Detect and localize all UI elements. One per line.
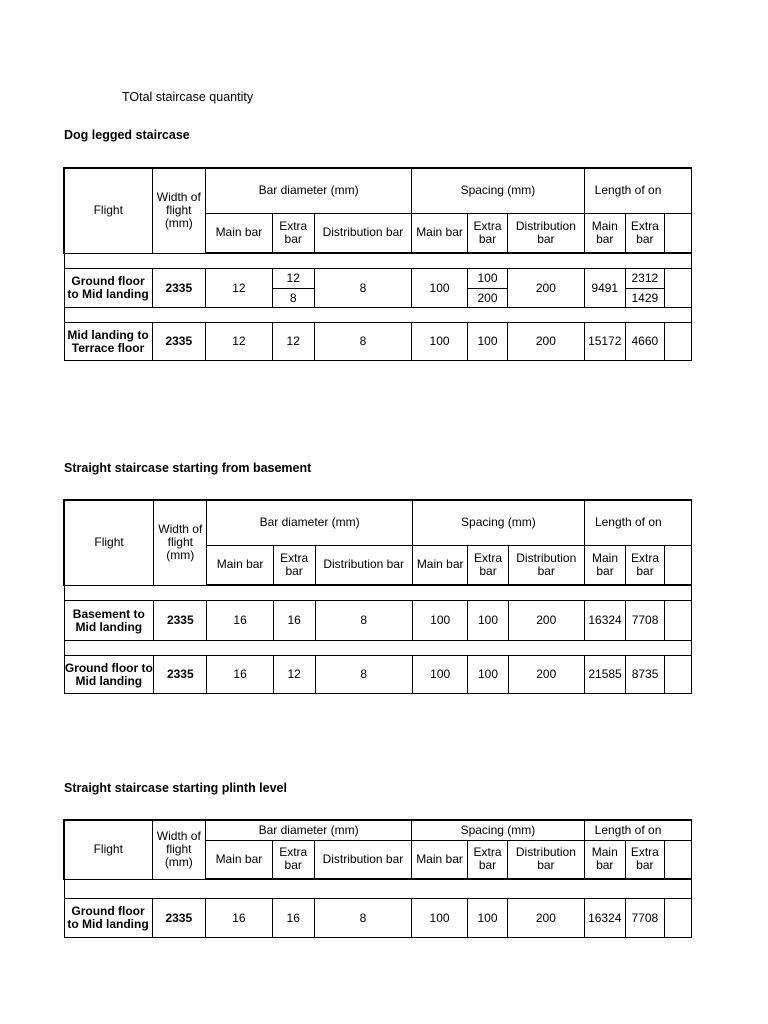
header-flight: Flight [64,500,154,585]
header-spacing-main-bar: Main bar [412,213,468,253]
cell-flight: Ground floor to Mid landing [64,269,152,308]
header-bar-diameter: Bar diameter (mm) [206,168,412,213]
cell-len-extra: 4660 [625,323,664,361]
cell-bd-main: 16 [206,899,273,938]
cell-flight: Ground floor to Mid landing [64,656,154,694]
cell-len-extra: 2312 [625,269,664,289]
cell-len-main: 15172 [584,323,625,361]
cell-sp-dist: 200 [508,601,584,641]
cell-width: 2335 [152,899,206,938]
cell-bd-extra: 12 [272,323,314,361]
header-length-main-bar: Main bar [584,840,625,879]
cell-width: 2335 [154,656,207,694]
header-main-bar: Main bar [207,545,273,585]
cell-sp-main: 100 [412,601,468,641]
header-spacing-extra-bar: Extra bar [468,545,508,585]
header-main-bar: Main bar [206,840,273,879]
header-length-extra-bar: Extra bar [625,840,664,879]
header-bar-diameter: Bar diameter (mm) [206,820,412,840]
table-straight-plinth [63,819,692,938]
cell-sp-dist: 200 [508,899,585,938]
header-spacing: Spacing (mm) [412,168,584,213]
section-title-straight-basement: Straight staircase starting from basement [64,461,312,475]
section-title-straight-plinth: Straight staircase starting plinth level [64,781,287,795]
header-length: Length of on [584,820,691,840]
cell-len-main: 16324 [584,899,625,938]
cell-bd-dist: 8 [315,601,412,641]
cell-len-main: 16324 [584,601,625,641]
header-extra-bar: Extra bar [272,840,314,879]
header-length: Length of on [584,500,691,545]
cell-len-main: 21585 [584,656,625,694]
cell-flight: Ground floor to Mid landing [64,899,152,938]
cell-sp-main: 100 [412,656,468,694]
header-bar-diameter: Bar diameter (mm) [207,500,412,545]
cell-sp-main: 100 [412,269,468,308]
cell-sp-dist: 200 [508,269,585,308]
cell-sp-extra: 100 [467,899,507,938]
header-extra-bar: Extra bar [272,213,314,253]
header-main-bar: Main bar [206,213,273,253]
cell-len-extra: 7708 [625,899,664,938]
cell-len-extra: 7708 [626,601,665,641]
cell-sp-extra: 100 [467,323,507,361]
header-width: Width of flight (mm) [154,500,207,585]
header-distribution-bar: Distribution bar [314,840,411,879]
table-row [64,601,692,641]
header-width: Width of flight (mm) [152,168,206,253]
cell-bd-extra: 12 [273,656,315,694]
cell-bd-extra: 12 [272,269,314,289]
table-row [64,899,692,938]
header-length-extra-bar: Extra bar [626,545,665,585]
cell-sp-extra: 100 [468,656,508,694]
cell-sp-main: 100 [412,323,468,361]
cell-bd-extra: 8 [272,289,314,308]
cell-flight: Mid landing to Terrace floor [64,323,152,361]
header-spacing-extra-bar: Extra bar [467,213,507,253]
page-title: TOtal staircase quantity [122,90,254,104]
cell-width: 2335 [152,323,206,361]
header-spacing-distribution-bar: Distribution bar [508,840,585,879]
header-spacing-extra-bar: Extra bar [467,840,507,879]
table-straight-basement [63,499,692,694]
cell-width: 2335 [152,269,206,308]
header-spacing-main-bar: Main bar [412,545,468,585]
cell-width: 2335 [154,601,207,641]
cell-sp-extra: 100 [467,269,507,289]
cell-sp-extra: 200 [467,289,507,308]
header-distribution-bar: Distribution bar [314,213,411,253]
header-spacing-distribution-bar: Distribution bar [508,545,584,585]
header-spacing-distribution-bar: Distribution bar [508,213,585,253]
table-row [64,323,692,361]
header-width: Width of flight (mm) [152,820,206,879]
cell-flight: Basement to Mid landing [64,601,154,641]
cell-sp-dist: 200 [508,656,584,694]
header-length-main-bar: Main bar [584,545,625,585]
cell-bd-dist: 8 [315,656,412,694]
cell-len-extra: 1429 [625,289,664,308]
cell-sp-extra: 100 [468,601,508,641]
cell-bd-dist: 8 [314,269,411,308]
header-length-extra-bar: Extra bar [625,213,664,253]
header-length: Length of on [584,168,691,213]
header-spacing: Spacing (mm) [412,820,584,840]
header-spacing-main-bar: Main bar [412,840,468,879]
table-row [64,656,692,694]
cell-bd-extra: 16 [272,899,314,938]
cell-bd-extra: 16 [273,601,315,641]
cell-bd-main: 16 [207,656,273,694]
cell-sp-dist: 200 [508,323,585,361]
header-flight: Flight [64,168,152,253]
header-distribution-bar: Distribution bar [315,545,412,585]
cell-sp-main: 100 [412,899,468,938]
table-dog-legged [63,167,692,361]
cell-bd-dist: 8 [314,323,411,361]
cell-bd-main: 16 [207,601,273,641]
header-extra-bar: Extra bar [273,545,315,585]
section-title-dog-legged: Dog legged staircase [64,128,190,142]
header-flight: Flight [64,820,152,879]
cell-bd-dist: 8 [314,899,411,938]
header-spacing: Spacing (mm) [412,500,584,545]
table-row [64,269,692,289]
header-length-main-bar: Main bar [584,213,625,253]
cell-len-extra: 8735 [626,656,665,694]
cell-bd-main: 12 [206,269,273,308]
cell-bd-main: 12 [206,323,273,361]
cell-len-main: 9491 [584,269,625,308]
